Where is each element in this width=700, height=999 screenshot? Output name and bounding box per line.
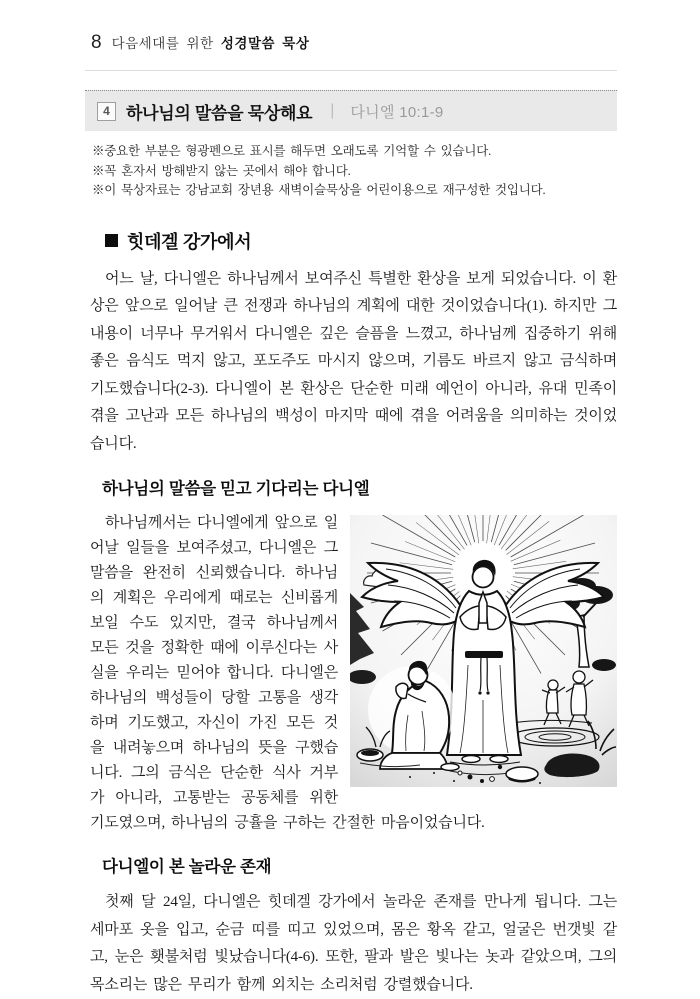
illustration-svg — [350, 515, 617, 787]
paragraph-vision: 어느 날, 다니엘은 하나님께서 보여주신 특별한 환상을 보게 되었습니다. 이 환상은 앞으로 일어날 큰 전쟁과 하나님의 계획에 대한 것이었습니다(1). 하지만 그 내용이 너무나 무거워서 다니엘은 깊은 슬픔을 느꼈고, 하나님께 집중하기 위해 좋은 음식도 먹지 않고, 포도주도 마시지 않으며, 기름도 바르지 않고 금식하며 기도했습니다(2-3). 다니엘이 본 환상은 단순한 미래 예언이 아니라, 유대 민족이 겪을 고난과 모든 하나님의 백성이 마지막 때에 겪을 어려움을 의미하는 것이었습니다. — [90, 270, 617, 452]
divider-bar: | — [330, 102, 335, 119]
daniel-angel-illustration — [350, 515, 617, 787]
sub-heading-amazing-being: 다니엘이 본 놀라운 존재 — [102, 858, 272, 876]
section-heading-label: 힛데겔 강가에서 — [127, 231, 252, 252]
paragraph-encounter: 첫째 달 24일, 다니엘은 힛데겔 강가에서 놀라운 존재를 만나게 됩니다. 그는 세마포 옷을 입고, 순금 띠를 띠고 있었으며, 몸은 황옥 같고, 얼굴은 번갯빛 같고, 눈은 횃불처럼 빛났습니다(4-6). 또한, 팔과 발은 빛나는 놋과 같았으며, 그의 목소리는 많은 무리가 함께 외치는 소리처럼 강렬했습니다. — [90, 894, 617, 993]
header-title — [112, 32, 310, 52]
paragraph-with-illustration — [90, 511, 617, 836]
note-line: ※중요한 부분은 형광펜으로 표시를 해두면 오래도록 기억할 수 있습니다. — [92, 144, 492, 158]
lesson-title-bar — [85, 90, 617, 131]
sub-heading-trusting-daniel: 하나님의 말씀을 믿고 기다리는 다니엘 — [102, 480, 370, 498]
instruction-notes — [85, 142, 617, 201]
lesson-title: 하나님의 말씀을 묵상해요 — [126, 103, 313, 123]
note-line: ※꼭 혼자서 방해받지 않는 곳에서 해야 합니다. — [92, 163, 351, 178]
lesson-number-box: 4 — [97, 102, 116, 121]
header-title-bold: 성경말씀 묵상 — [220, 36, 310, 51]
section-heading-riverside — [105, 228, 617, 254]
square-bullet-icon — [105, 234, 118, 247]
running-header — [85, 30, 617, 71]
page-number: 8 — [91, 32, 102, 53]
paragraph-trust-text: 하나님께서는 다니엘에게 앞으로 일어날 일들을 보여주셨고, 다니엘은 그 말씀을 완전히 신뢰했습니다. 하나님의 계획은 우리에게 때로는 신비롭게 보일 수도 있지만, 결국 하나님께서 모든 것을 정확한 때에 이루신다는 사실을 우리는 믿어야 합니다. 다니엘은 하나님의 백성들이 당할 고통을 생각하며 기도했고, 자신이 가진 모든 것을 내려놓으며 하나님의 뜻을 구했습니다. 그의 금식은 단순한 식사 거부가 아니라, 고통받는 공동체를 위한 기도였으며, 하나님의 긍휼을 구하는 간절한 마음이었습니다. — [90, 515, 485, 831]
note-line: ※이 묵상자료는 강남교회 장년용 새벽이슬묵상을 어린이용으로 재구성한 것입니다. — [92, 183, 546, 197]
header-title-regular: 다음세대를 위한 — [111, 36, 214, 51]
scripture-reference: 다니엘 10:1-9 — [350, 103, 444, 121]
